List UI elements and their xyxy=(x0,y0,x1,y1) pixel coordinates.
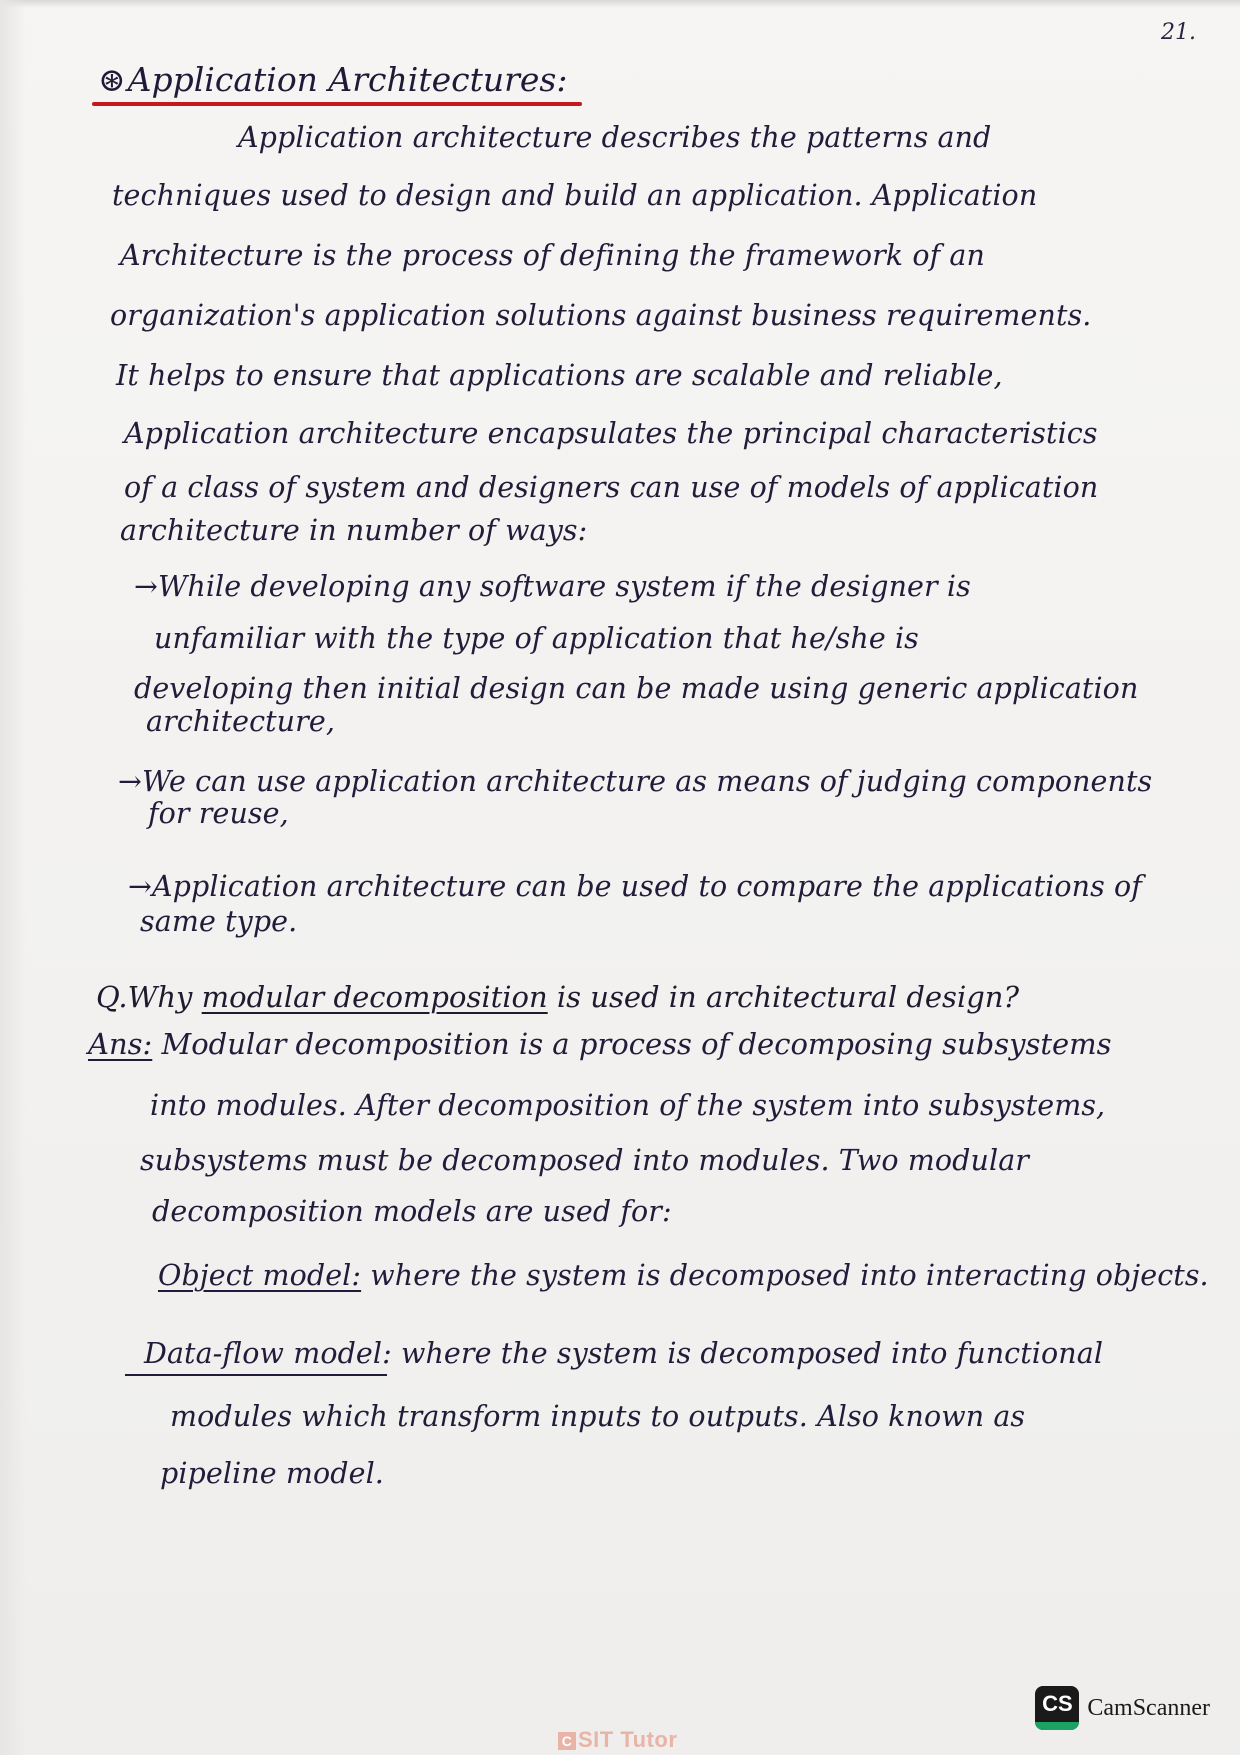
answer-line: into modules. After decomposition of the system into subsystems, xyxy=(150,1089,1106,1122)
object-model-text: where the system is decomposed into interacting objects. xyxy=(361,1259,1209,1292)
question-text-end: is used in architectural design? xyxy=(547,980,1020,1014)
body-line: Application architecture encapsulates the principal characteristics xyxy=(124,417,1098,450)
camscanner-badge xyxy=(1035,1686,1210,1730)
body-line: organization's application solutions against business requirements. xyxy=(110,299,1092,332)
question-underlined-term: modular decomposition xyxy=(201,980,548,1014)
camscanner-logo-text: CS xyxy=(1042,1691,1073,1716)
bullet-line: same type. xyxy=(140,905,298,938)
answer-line: subsystems must be decomposed into modules. Two modular xyxy=(140,1144,1030,1177)
dataflow-line: pipeline model. xyxy=(160,1457,384,1490)
heading-title: Application Architectures: xyxy=(127,60,568,99)
body-line: architecture in number of ways: xyxy=(120,514,588,547)
sit-tutor-watermark xyxy=(558,1727,677,1753)
dataflow-line: modules which transform inputs to outputs. Also known as xyxy=(170,1400,1026,1433)
camscanner-logo-bar xyxy=(1035,1722,1079,1730)
watermark-logo-icon: C xyxy=(558,1732,576,1750)
page-number: 21. xyxy=(1161,20,1196,45)
dataflow-underline xyxy=(125,1374,387,1376)
asterisk-icon: ⊛ xyxy=(98,60,126,99)
bullet-line: architecture, xyxy=(146,705,335,738)
object-model-label: Object model: xyxy=(158,1259,362,1292)
dataflow-model-text: where the system is decomposed into functional xyxy=(391,1337,1104,1370)
body-line: of a class of system and designers can use of models of application xyxy=(124,471,1099,504)
answer-label: Ans: xyxy=(88,1027,153,1061)
bullet-line: →Application architecture can be used to compare the applications of xyxy=(128,870,1142,903)
camscanner-name: CamScanner xyxy=(1087,1694,1210,1721)
answer-text: Modular decomposition is a process of decomposing subsystems xyxy=(152,1027,1112,1061)
answer-first-line xyxy=(88,1027,1112,1061)
page-left-shadow xyxy=(0,0,26,1755)
bullet-line: →We can use application architecture as means of judging components xyxy=(118,765,1153,798)
body-line: It helps to ensure that applications are scalable and reliable, xyxy=(116,359,1003,392)
body-line: Architecture is the process of defining the framework of an xyxy=(120,239,985,272)
heading-underline xyxy=(92,102,582,106)
camscanner-logo-icon xyxy=(1035,1686,1079,1730)
question-line xyxy=(96,980,1019,1014)
page-top-edge xyxy=(0,0,1240,8)
dataflow-model-label: Data-flow model: xyxy=(144,1337,392,1370)
bullet-line: →While developing any software system if the designer is xyxy=(134,570,971,603)
section-heading xyxy=(98,60,567,99)
bullet-line: for reuse, xyxy=(148,797,289,830)
body-line: techniques used to design and build an application. Application xyxy=(112,179,1038,212)
body-line: Application architecture describes the patterns and xyxy=(238,121,992,154)
question-prefix: Q. xyxy=(96,980,128,1014)
question-text-start: Why xyxy=(127,980,202,1014)
watermark-text: SIT Tutor xyxy=(578,1727,678,1752)
object-model-line xyxy=(158,1259,1209,1292)
dataflow-model-line xyxy=(144,1337,1104,1370)
bullet-line: unfamiliar with the type of application that he/she is xyxy=(154,622,919,655)
answer-line: decomposition models are used for: xyxy=(152,1195,672,1228)
bullet-line: developing then initial design can be made using generic application xyxy=(134,672,1139,705)
